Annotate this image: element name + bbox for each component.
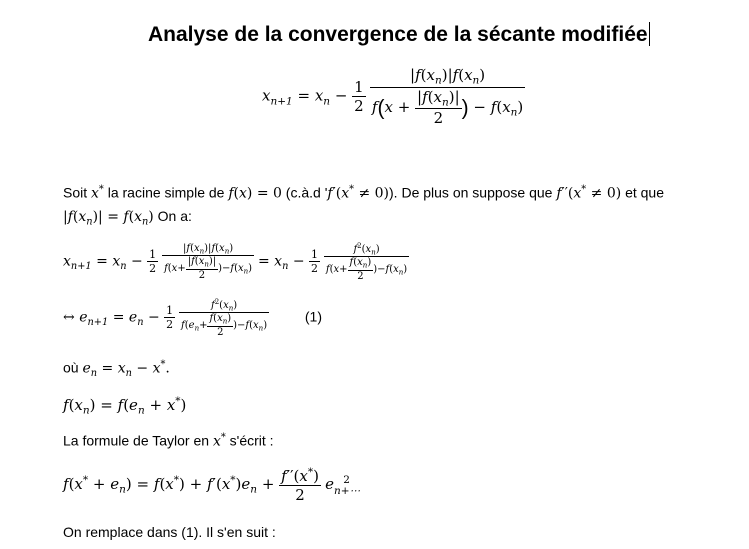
formula-f-xn: $f(x_n) = f(e_n + x^*)$ [63,395,187,417]
intro-paragraph-line-1: Soit x* la racine simple de f(x) = 0 (c.à.d 'f′(x* ≠ 0)). De plus on suppose que f′′(x* ≠ 0) et que [63,184,665,202]
taylor-intro: La formule de Taylor en x* s'écrit : [63,432,274,450]
equation-label: (1) [304,308,322,325]
conclusion-text: On remplace dans (1). Il s'en suit : [63,524,276,540]
formula-error: ↔ $e_{n+1} = e_n$ − $\frac{1}{2}$ $f^2(x_n)$ $f(e_n+$ $\frac{f(x_n)}{2}$ )$-f(x_n)$ (1) [63,298,322,338]
document-title: Analyse de la convergence de la sécante modifiée [148,22,650,47]
main-formula: $x_{n+1} = x_n$ − $\frac{1}{2}$ $|f(x_n)|f(x_n)$ f(x + $\frac{|f(x_n)|}{2}$ ) − $f(x_n)$ [262,66,524,128]
text-cursor [649,22,651,46]
formula-taylor: $f(x^* + e_n) = f(x^*) + f'(x^*)e_n$ + $\frac{f''(x^*)}{2}$ $e_{n+\cdots}^2$ [63,466,361,504]
intro-paragraph-line-2: $|f(x_n)| = f(x_n)$ On a: [63,208,192,228]
formula-substitution: $x_{n+1} = x_n$ − $\frac{1}{2}$ $|f(x_n)|f(x_n)$ f(x+ $\frac{|f(x_n)|}{2}$ )$-f(x_n)$ = $x_n$ − $\frac{1}{2}$ $f^2(x_n)$ f(x+ $\frac{f(x_n)}{2}$ )$-f(x_n)$ [63,242,408,282]
error-definition: où $e_n = x_n - x^*$. [63,359,170,379]
